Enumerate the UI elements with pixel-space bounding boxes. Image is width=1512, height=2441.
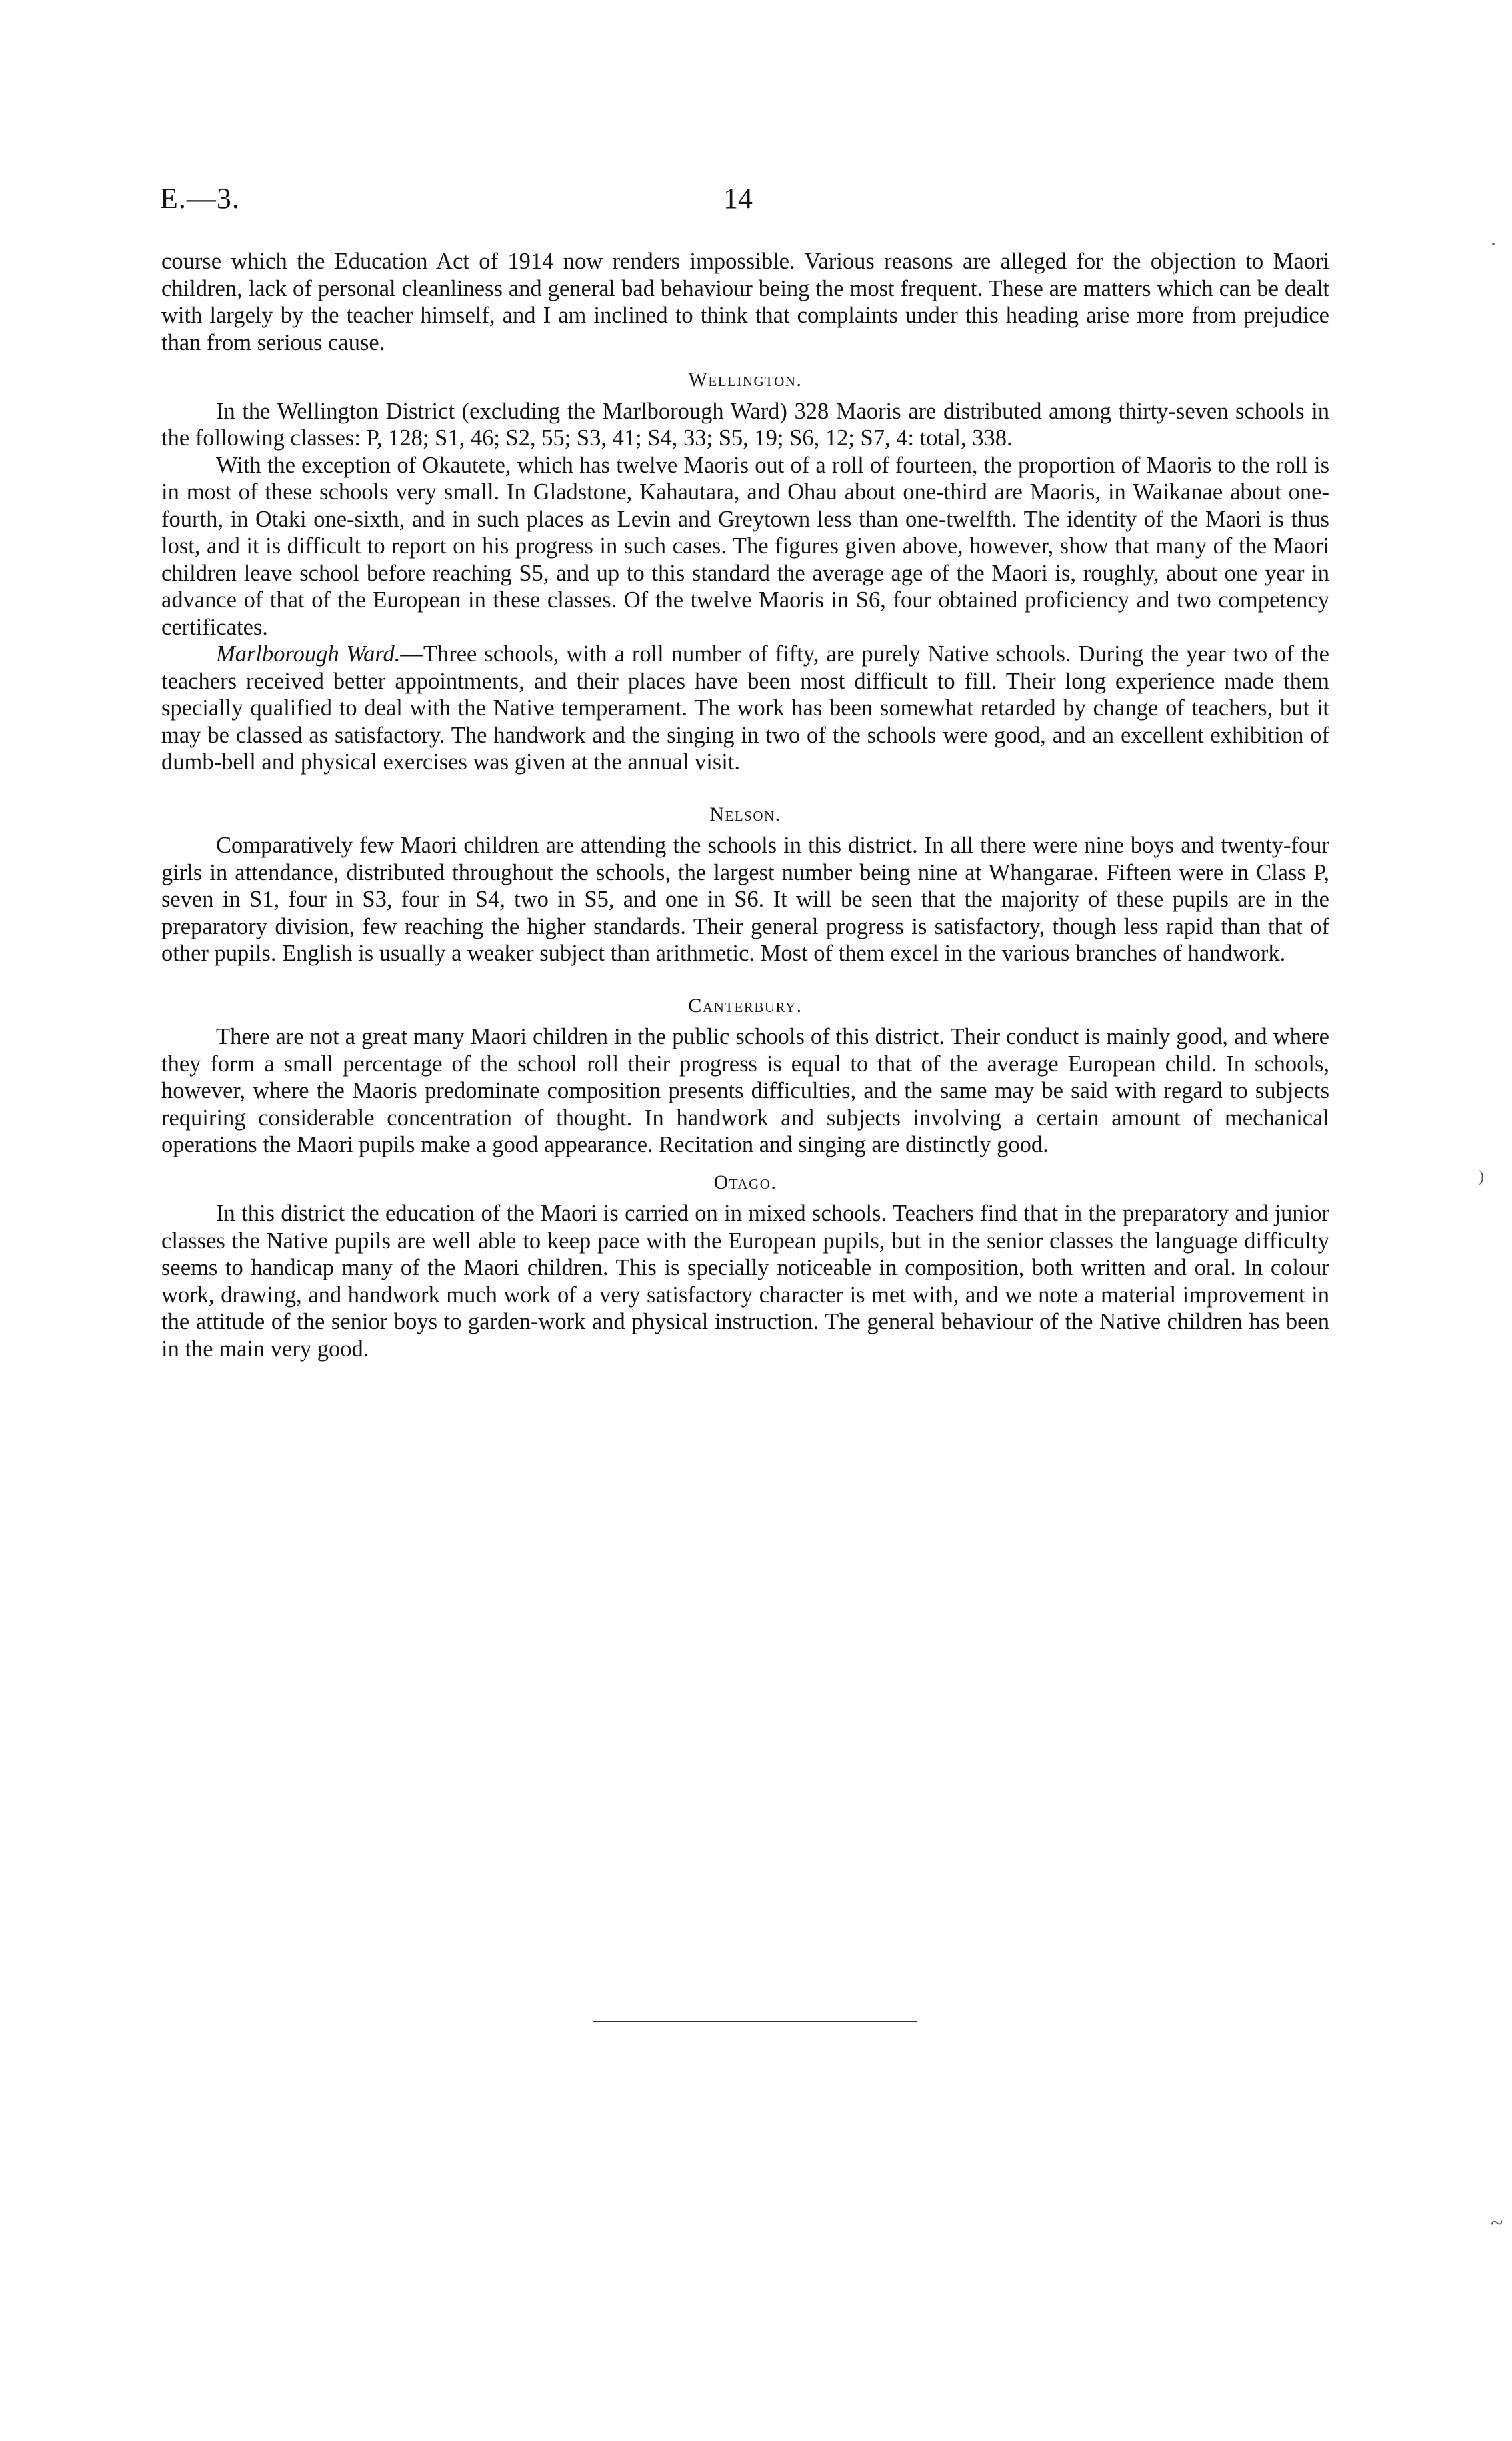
scan-mark: ~	[1491, 2211, 1503, 2236]
wellington-paragraph-3	[161, 641, 1329, 776]
page-body	[161, 248, 1329, 1362]
document-reference: E.—3.	[160, 182, 240, 215]
page-header	[160, 181, 1333, 221]
scan-mark: )	[1479, 1168, 1484, 1185]
canterbury-paragraph: There are not a great many Maori children in the public schools of this district. Their conduct is mainly good, and where they form a small percentage of the school roll their progress is equal to that of the average European child. In schools, however, where the Maoris predominate composition presents difficulties, and the same may be said with regard to subjects requiring considerable concentration of thought. In handwork and subjects involving a certain amount of mechanical operations the Maori pupils make a good appearance. Recitation and singing are distinctly good.	[161, 1024, 1329, 1157]
end-rule	[593, 2021, 917, 2022]
wellington-paragraph-2: With the exception of Okautete, which has twelve Maoris out of a roll of fourteen, the proportion of Maoris to the roll is in most of these schools very small. In Gladstone, Kahautara, and Ohau about one-third are Maoris, in Waikanae about one-fourth, in Otaki one-sixth, and in such places as Levin and Greytown less than one-twelfth. The identity of the Maori is thus lost, and it is difficult to report on his progress in such cases. The figures given above, however, show that many of the Maori children leave school before reaching S5, and up to this standard the average age of the Maori is, roughly, about one year in advance of that of the European in these classes. Of the twelve Maoris in S6, four obtained proficiency and two competency certificates.	[161, 452, 1329, 640]
section-heading-nelson: Nelson.	[709, 803, 781, 825]
page-number: 14	[723, 182, 753, 215]
section-heading-wellington: Wellington.	[688, 369, 803, 391]
nelson-paragraph: Comparatively few Maori children are attending the schools in this district. In all there were nine boys and twenty-four girls in attendance, distributed throughout the schools, the largest number being nine at Whangarae. Fifteen were in Class P, seven in S1, four in S3, four in S4, two in S5, and one in S6. It will be seen that the majority of these pupils are in the preparatory division, few reaching the higher standards. Their general progress is satisfactory, though less rapid than that of other pupils. English is usually a weaker subject than arithmetic. Most of them excel in the various branches of handwork.	[161, 833, 1329, 966]
scan-mark: ·	[1490, 233, 1497, 255]
intro-paragraph: course which the Education Act of 1914 now renders impossible. Various reasons are alleged for the objection to Maori children, lack of personal cleanliness and general bad behaviour being the most frequent. These are matters which can be dealt with largely by the teacher himself, and I am inclined to think that complaints under this heading arise more from prejudice than from serious cause.	[161, 249, 1329, 355]
marlborough-ward-subheading: Marlborough Ward.	[216, 641, 401, 667]
section-heading-otago: Otago.	[713, 1171, 777, 1193]
marlborough-ward-text: —Three schools, with a roll number of fifty, are purely Native schools. During the year two of the teachers received better appointments, and their places have been most difficult to fill. Their long experience made them specially qualified to deal with the Native temperament. The work has been somewhat retarded by change of teachers, but it may be classed as satisfactory. The handwork and the singing in two of the schools were good, and an excellent exhibition of dumb-bell and physical exercises was given at the annual visit.	[161, 641, 1329, 775]
wellington-paragraph-1: In the Wellington District (excluding the Marlborough Ward) 328 Maoris are distributed among thirty-seven schools in the following classes: P, 128; S1, 46; S2, 55; S3, 41; S4, 33; S5, 19; S6, 12; S7, 4: total, 338.	[161, 398, 1329, 451]
section-heading-canterbury: Canterbury.	[688, 994, 803, 1017]
otago-paragraph: In this district the education of the Maori is carried on in mixed schools. Teachers find that in the preparatory and junior classes the Native pupils are well able to keep pace with the European pupils, but in the senior classes the language difficulty seems to handicap many of the Maori children. This is specially noticeable in composition, both written and oral. In colour work, drawing, and handwork much work of a very satisfactory character is met with, and we note a material improvement in the attitude of the senior boys to garden-work and physical instruction. The general behaviour of the Native children has been in the main very good.	[161, 1201, 1329, 1362]
